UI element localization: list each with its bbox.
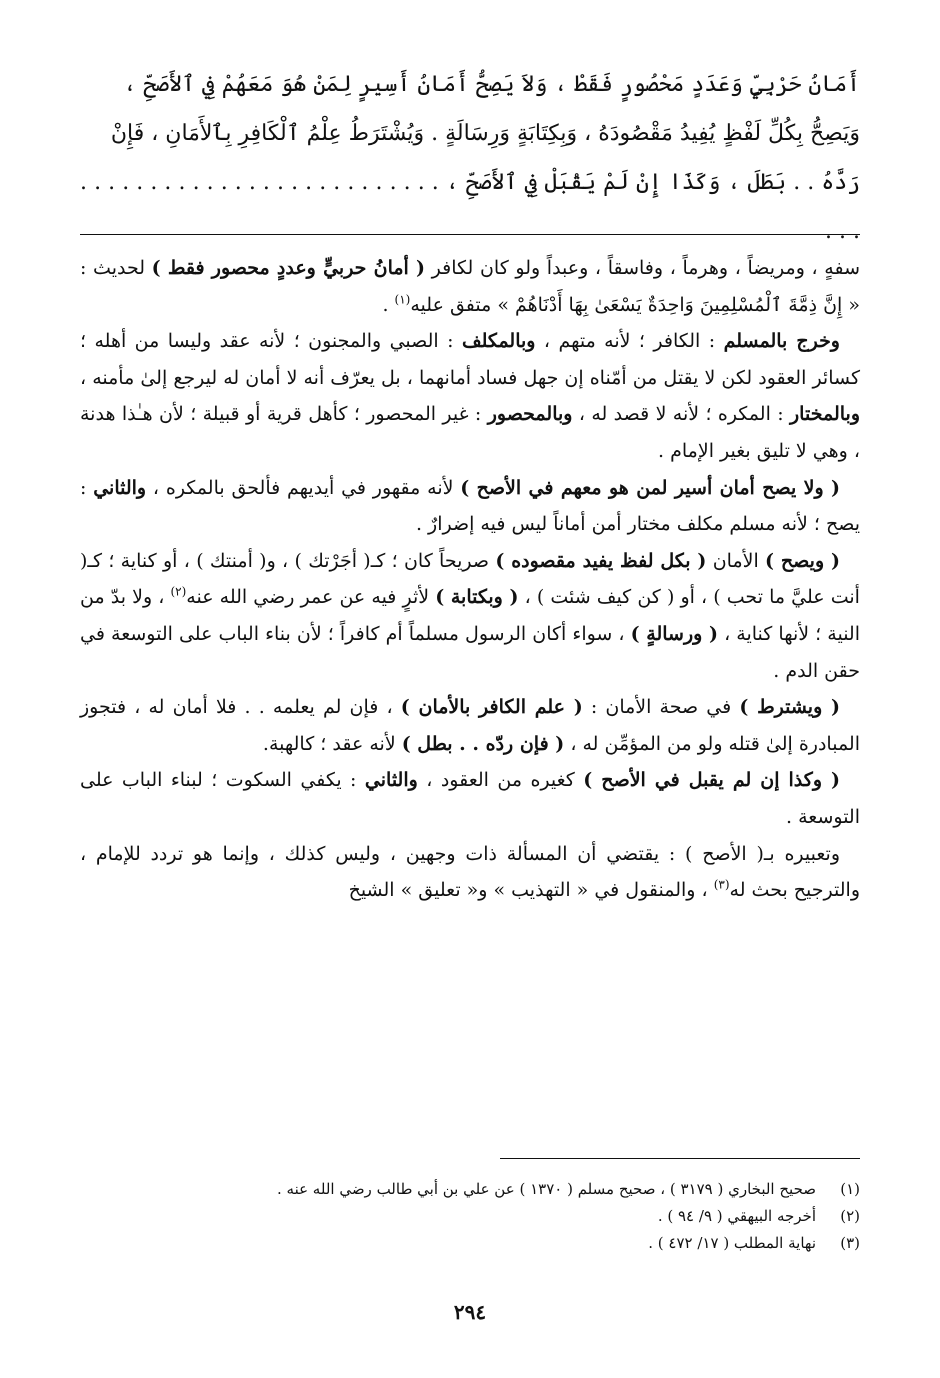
- sharh-paragraph-1: [80, 250, 860, 323]
- bold-term: وبالمحصور: [487, 403, 573, 426]
- bold-term: وبالمختار: [790, 403, 860, 426]
- text-run: سفهٍ ، ومريضاً ، وهرماً ، وفاسقاً ، وعبداً ولو كان لكافر: [425, 257, 861, 279]
- matn-line-1: أَمَانُ حَرْبِيٍّ وَعَدَدٍ مَحْصُورٍ فَقَطْ ، وَلاَ يَصِحُّ أَمَانُ أَسِيرٍ لِمَنْ هُوَ مَعَهُمْ فِي ٱلأَصَحِّ ،: [123, 72, 860, 97]
- matn-line-2: وَيَصِحُّ بِكُلِّ لَفْظٍ يُفِيدُ مَقْصُودَهُ ، وَبِكِتَابَةٍ وَرِسَالَةٍ . وَيُشْتَرَطُ عِلْمُ ٱلْكَافِرِ بِٱلأَمَانِ ، فَإِنْ: [110, 121, 860, 146]
- footnote-number: (٣): [840, 1234, 860, 1252]
- sharh-text: [80, 250, 860, 909]
- quoted-matn: ( علم الكافر بالأمان ): [400, 696, 583, 719]
- text-run: ، سواء أكان الرسول مسلماً أم كافراً ؛ لأن بناء الباب على التوسعة في حقن الدم .: [80, 622, 860, 682]
- footnote-item: [80, 1203, 860, 1230]
- matn-text: [80, 60, 860, 256]
- footnotes: [80, 1176, 860, 1257]
- bold-term: وخرج بالمسلم: [723, 330, 840, 353]
- sharh-paragraph-7: [80, 836, 860, 909]
- text-run: صريحاً كان ؛ كـ( أجَرْتك ) ، و( أمنتك ) ، أو كناية ؛ كـ( أنت عليَّ ما تحب ) ، أو ( كن كيف شئت ) ،: [80, 549, 860, 609]
- text-run: : الصبي والمجنون ؛ لأنه عقد وليسا من أهله ؛ كسائر العقود لكن لا يقتل من أمّناه إن جهل فساد أمانهما ، بل يعرّف أنه لا أمان له ليرجع إلىٰ مأمنه ،: [80, 330, 860, 389]
- sharh-paragraph-3: [80, 470, 860, 543]
- text-run: لحديث : « إِنَّ ذِمَّةَ ٱلْمُسْلِمِينَ وَاحِدَةٌ يَسْعَىٰ بِهَا أَدْنَاهُمْ » متفق عليه: [80, 257, 860, 316]
- text-run: في صحة الأمان :: [582, 696, 740, 719]
- footnote-text: أخرجه البيهقي ( ٩/ ٩٤ ) .: [657, 1207, 816, 1225]
- footnote-text: نهاية المطلب ( ١٧/ ٤٧٢ ) .: [648, 1234, 816, 1252]
- footnote-text: صحيح البخاري ( ٣١٧٩ ) ، صحيح مسلم ( ١٣٧٠ ) عن علي بن أبي طالب رضي الله عنه .: [276, 1180, 816, 1198]
- text-run: لأنه مقهور في أيديهم فألحق بالمكره ،: [146, 476, 461, 499]
- text-run: : يصح ؛ لأنه مسلم مكلف مختار أمن أماناً ليس فيه إضرارٌ .: [80, 476, 860, 536]
- page-number: ٢٩٤: [453, 1300, 487, 1324]
- matn-line-3: [80, 158, 860, 256]
- text-run: لأنه عقد ؛ كالهبة.: [262, 732, 402, 755]
- quoted-matn: ( وبكتابة ): [435, 586, 519, 609]
- matn-divider: [80, 234, 860, 235]
- quoted-matn: ( أمانُ حربيٍّ وعددٍ محصور فقط ): [151, 257, 426, 279]
- footnote-ref: (٢): [170, 585, 187, 600]
- text-run: ، والمنقول في « التهذيب » و« تعليق » الشيخ: [348, 879, 714, 902]
- sharh-paragraph-2: [80, 323, 860, 469]
- text-run: لأثرٍ فيه عن عمر رضي الله عنه: [186, 586, 436, 609]
- footnote-ref: (٣): [713, 877, 730, 892]
- text-run: : يكفي السكوت ؛ لبناء الباب على التوسعة .: [80, 769, 860, 828]
- footnote-item: [80, 1176, 860, 1203]
- footnote-number: (١): [840, 1180, 860, 1198]
- bold-term: والثاني: [93, 476, 147, 499]
- footnote-ref: (١): [394, 292, 411, 307]
- sharh-paragraph-5: [80, 689, 860, 762]
- quoted-matn: ( ورسالةٍ ): [630, 622, 718, 645]
- quoted-matn: ( فإن ردّه . . بطل ): [401, 732, 565, 755]
- matn-line-3-text: رَدَّهُ . . بَطَلَ ، وَكَذَا إِنْ لَمْ يَقْبَلْ فِي ٱلأَصَحِّ ،: [445, 170, 861, 195]
- footnote-divider: [500, 1158, 860, 1159]
- text-run: .: [382, 293, 395, 316]
- text-run: الأمان: [706, 549, 766, 572]
- text-run: وتعبيره بـ( الأصح ) : يقتضي أن المسألة ذات وجهين ، وليس كذلك ، وإنما هو تردد للإمام ، والترجيح بحث له: [80, 842, 860, 902]
- matn-dots: . . . . . . . . . . . . . . . . . . . . . . . . . . . . .: [80, 170, 860, 244]
- sharh-paragraph-4: [80, 543, 860, 689]
- bold-term: وبالمكلف: [461, 330, 536, 353]
- quoted-matn: ( بكل لفظ يفيد مقصوده ): [495, 549, 707, 572]
- footnote-item: [80, 1230, 860, 1257]
- quoted-matn: ( ويصح ): [765, 549, 840, 572]
- text-run: : المكره ؛ لأنه لا قصد له ،: [572, 403, 790, 426]
- footnote-number: (٢): [840, 1207, 860, 1225]
- text-run: : الكافر ؛ لأنه متهم ،: [535, 330, 724, 353]
- text-run: ، ولا بدّ من النية ؛ لأنها كناية ،: [80, 586, 861, 645]
- text-run: ، فإن لم يعلمه . . فلا أمان له ، فتجوز المبادرة إلىٰ قتله ولو من المؤمِّن له ،: [80, 696, 860, 755]
- sharh-paragraph-6: [80, 762, 860, 835]
- bold-term: والثاني: [364, 769, 418, 792]
- quoted-matn: ( وكذا إن لم يقبل في الأصح ): [583, 769, 840, 792]
- quoted-matn: ( ولا يصح أمان أسير لمن هو معهم في الأصح ): [460, 476, 841, 499]
- quoted-matn: ( ويشترط ): [739, 696, 840, 719]
- text-run: : غير المحصور ؛ كأهل قرية أو قبيلة ؛ لأن هـٰذا هدنة ، وهي لا تليق بغير الإمام .: [80, 403, 860, 462]
- text-run: كغيره من العقود ،: [417, 769, 584, 792]
